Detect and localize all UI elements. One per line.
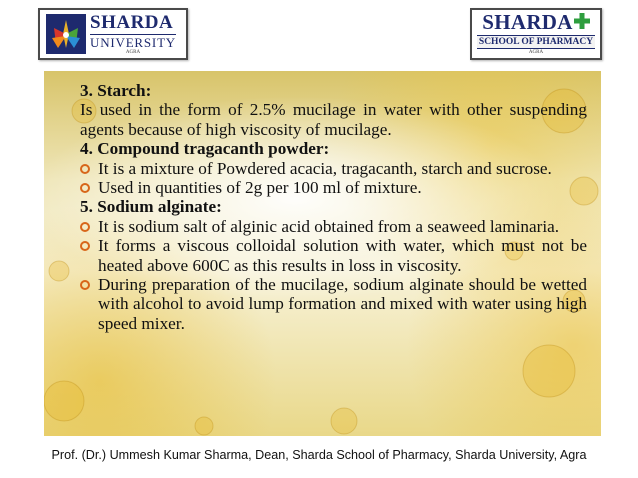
list-item: It is sodium salt of alginic acid obtained from a seaweed laminaria. (80, 217, 587, 236)
list-item: It is a mixture of Powdered acacia, tragacanth, starch and sucrose. (80, 159, 587, 178)
starch-heading: 3. Starch: (80, 81, 152, 100)
list-item: It forms a viscous colloidal solution with water, which must not be heated above 600C as this results in loss in viscosity. (80, 236, 587, 275)
pharmacy-logo-school: SCHOOL OF PHARMACY (478, 37, 594, 47)
bullet-icon (80, 183, 90, 193)
list-item: Used in quantities of 2g per 100 ml of mixture. (80, 178, 587, 197)
university-logo-name: SHARDA (90, 12, 174, 33)
university-logo-city: AGRA (125, 50, 141, 55)
tragacanth-heading: 4. Compound tragacanth powder: (80, 139, 330, 159)
slide-image (44, 71, 601, 436)
list-item: During preparation of the mucilage, sodium alginate should be wetted with alcohol to avoid lump formation and mixed with water using high speed mixer. (80, 275, 587, 333)
pharmacy-logo-name: SHARDA (482, 10, 573, 34)
university-emblem-icon (46, 14, 86, 54)
slide-text (80, 81, 587, 333)
starch-text: Is used in the form of 2.5% mucilage in water with other suspending agents because of high viscosity of mucilage. (80, 100, 587, 139)
sharda-university-logo (38, 8, 188, 60)
pharmacy-logo-city: AGRA (528, 50, 544, 55)
bullet-icon (80, 241, 90, 251)
bullet-icon (80, 222, 90, 232)
pharmacy-cross-icon (574, 13, 590, 29)
bullet-icon (80, 280, 90, 290)
bullet-icon (80, 164, 90, 174)
footer-credit: Prof. (Dr.) Ummesh Kumar Sharma, Dean, Sharda School of Pharmacy, Sharda University, Agra (51, 448, 587, 462)
university-logo-subtitle: UNIVERSITY (90, 35, 176, 50)
alginate-heading: 5. Sodium alginate: (80, 197, 222, 217)
school-of-pharmacy-logo (470, 8, 602, 60)
